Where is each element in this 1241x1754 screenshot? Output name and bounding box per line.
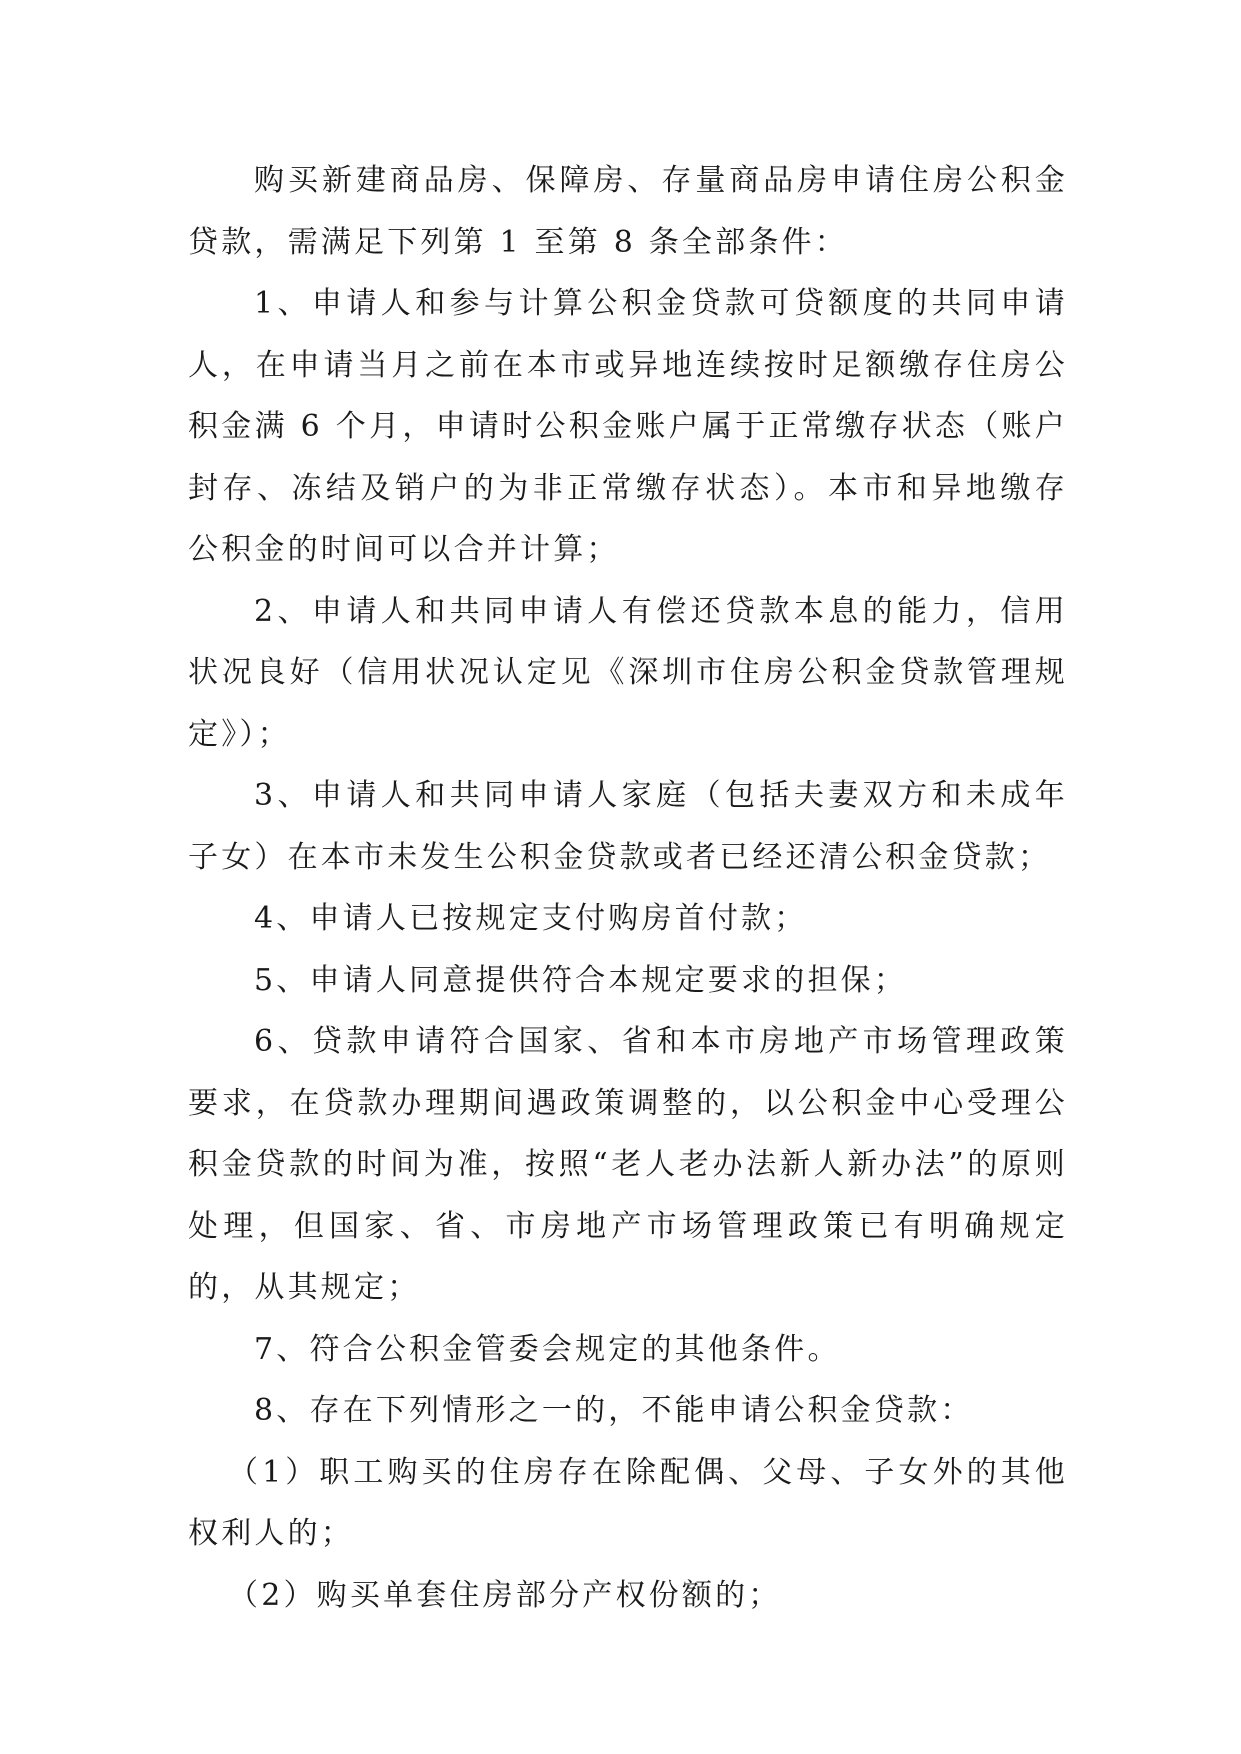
intro-paragraph: 购买新建商品房、保障房、存量商品房申请住房公积金贷款，需满足下列第 1 至第 8 条全部条件： xyxy=(188,163,1068,260)
condition-6: 6、贷款申请符合国家、省和本市房地产市场管理政策要求，在贷款办理期间遇政策调整的，以公积金中心受理公积金贷款的时间为准，按照“老人老办法新人新办法”的原则处理，但国家、省、市房地产市场管理政策已有明确规定的，从其规定； xyxy=(188,1024,1068,1305)
condition-1: 1、申请人和参与计算公积金贷款可贷额度的共同申请人，在申请当月之前在本市或异地连续按时足额缴存住房公积金满 6 个月，申请时公积金账户属于正常缴存状态（账户封存、冻结及销户的为非正常缴存状态）。本市和异地缴存公积金的时间可以合并计算； xyxy=(188,286,1068,567)
condition-8-item-2: （2）购买单套住房部分产权份额的； xyxy=(228,1577,782,1613)
condition-3: 3、申请人和共同申请人家庭（包括夫妻双方和未成年子女）在本市未发生公积金贷款或者已经还清公积金贷款； xyxy=(188,778,1068,875)
condition-7: 7、符合公积金管委会规定的其他条件。 xyxy=(254,1331,841,1367)
document-body xyxy=(188,150,1068,1626)
condition-5: 5、申请人同意提供符合本规定要求的担保； xyxy=(254,962,908,998)
condition-8-item-1: （1）职工购买的住房存在除配偶、父母、子女外的其他权利人的； xyxy=(188,1454,1068,1551)
condition-8: 8、存在下列情形之一的，不能申请公积金贷款： xyxy=(254,1393,974,1428)
condition-4: 4、申请人已按规定支付购房首付款； xyxy=(254,901,808,936)
condition-2: 2、申请人和共同申请人有偿还贷款本息的能力，信用状况良好（信用状况认定见《深圳市住房公积金贷款管理规定》）； xyxy=(188,593,1068,752)
